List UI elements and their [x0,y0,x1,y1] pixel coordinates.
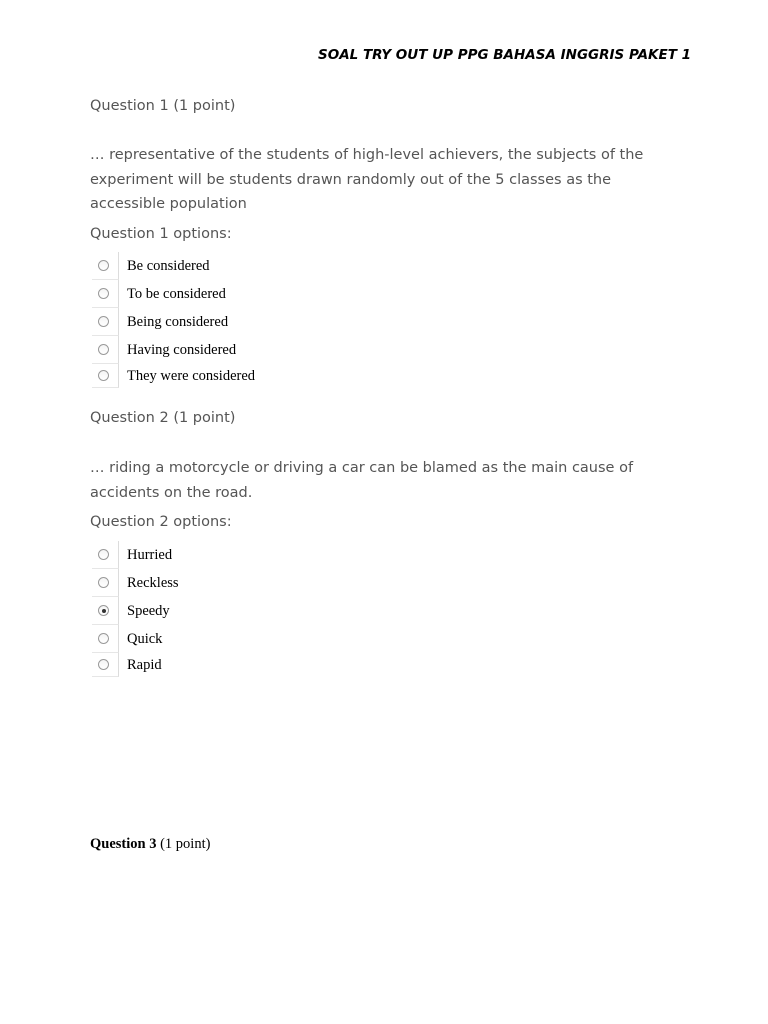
radio-button[interactable] [98,344,109,355]
radio-button[interactable] [98,659,109,670]
option-label: To be considered [127,285,226,302]
question-1-heading [90,98,235,114]
radio-cell[interactable] [92,625,119,653]
radio-cell[interactable] [92,541,119,569]
radio-button-selected[interactable] [98,605,109,616]
question-1-option[interactable] [92,252,255,280]
question-3-label: Question 3 [90,836,157,852]
question-2-label: Question 2 [90,410,169,426]
radio-button[interactable] [98,633,109,644]
radio-button[interactable] [98,260,109,271]
question-1-text: … representative of the students of high-level achievers, the subjects of the experiment will be students drawn randomly out of the 5 classes as the accessible population [90,147,644,212]
question-1-options [92,252,255,388]
radio-button[interactable] [98,316,109,327]
radio-cell[interactable] [92,653,119,677]
radio-cell[interactable] [92,308,119,336]
question-2-option[interactable] [92,597,179,625]
question-2-option[interactable] [92,653,179,677]
radio-button[interactable] [98,370,109,381]
question-1-option[interactable] [92,308,255,336]
question-2-options [92,541,179,677]
question-1-option[interactable] [92,364,255,388]
option-label: Quick [127,630,163,647]
question-2-option[interactable] [92,625,179,653]
page-header-title: SOAL TRY OUT UP PPG BAHASA INGGRIS PAKET 1 [318,47,692,63]
radio-cell[interactable] [92,364,119,388]
radio-cell[interactable] [92,569,119,597]
radio-button[interactable] [98,577,109,588]
radio-cell[interactable] [92,597,119,625]
question-1-option[interactable] [92,336,255,364]
option-label: Hurried [127,546,173,563]
question-3-heading [90,836,210,853]
radio-button[interactable] [98,549,109,560]
radio-cell[interactable] [92,252,119,280]
radio-cell[interactable] [92,280,119,308]
question-2-options-heading: Question 2 options: [90,514,232,530]
question-3-points: (1 point) [160,836,211,852]
question-2-option[interactable] [92,569,179,597]
option-label: Reckless [127,574,179,591]
option-label: Rapid [127,656,162,673]
question-2-option[interactable] [92,541,179,569]
question-2-text: … riding a motorcycle or driving a car can be blamed as the main cause of accidents on the road. [90,460,634,501]
question-1-option[interactable] [92,280,255,308]
option-label: Being considered [127,313,229,330]
question-1-options-heading: Question 1 options: [90,226,232,242]
option-label: They were considered [127,367,256,384]
radio-button[interactable] [98,288,109,299]
radio-cell[interactable] [92,336,119,364]
question-1-points: (1 point) [173,98,236,114]
option-label: Speedy [127,602,170,619]
option-label: Having considered [127,341,237,358]
option-label: Be considered [127,257,210,274]
question-1-label: Question 1 [90,98,169,114]
question-2-heading [90,410,235,426]
question-2-points: (1 point) [173,410,236,426]
